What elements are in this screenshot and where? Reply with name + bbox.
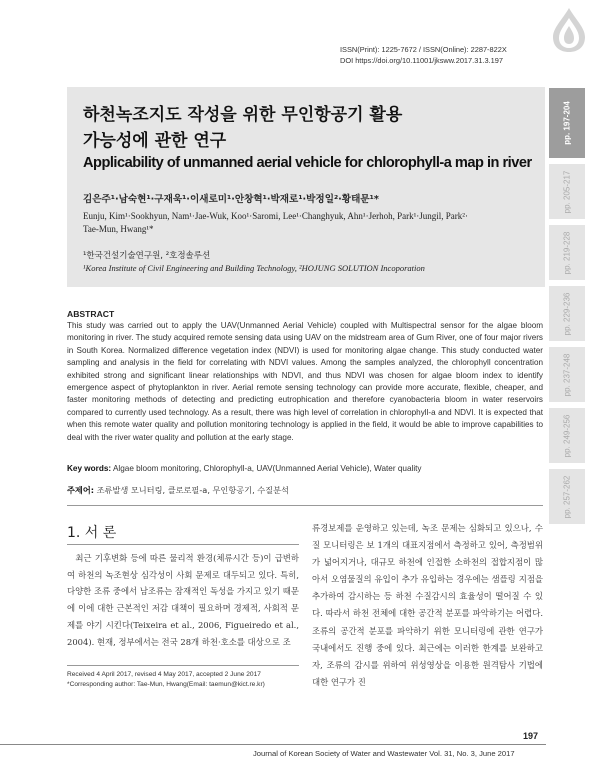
authors-english-line1: Eunju, Kim¹·Sookhyun, Nam¹·Jae-Wuk, Koo¹·Saromi, Lee¹·Changhyuk, Ahn¹·Jerhoh, Park¹·Jungil, Park²· [83, 211, 468, 221]
page-tab-219-228[interactable] [549, 225, 585, 280]
footnote-divider [67, 665, 299, 666]
authors-korean: 김은주¹·남숙현¹·구재욱¹·이새로미¹·안창혁¹·박재로¹·박정일²·황태문¹* [83, 194, 379, 205]
page-tab-label: pp. 257-262 [562, 475, 572, 518]
keywords-ko-values: 조류발생 모니터링, 클로로필-a, 무인항공기, 수질분석 [96, 485, 289, 495]
page-tab-229-236[interactable] [549, 286, 585, 341]
title-english: Applicability of unmanned aerial vehicle for chlorophyll-a map in river [83, 155, 532, 171]
page-tab-label: pp. 249-256 [562, 414, 572, 457]
section-heading-underline [67, 544, 299, 545]
authors-english-line2: Tae-Mun, Hwang¹* [83, 224, 154, 234]
section-divider [67, 505, 543, 506]
water-drop-logo-icon [548, 6, 590, 54]
page-tab-label: pp. 197-204 [562, 101, 572, 145]
section-heading-introduction: 1. 서 론 [67, 525, 117, 541]
keywords-korean [67, 485, 289, 496]
page-tab-label: pp. 229-236 [562, 292, 572, 335]
paragraph: 최근 기후변화 등에 따른 물리적 환경(체류시간 등)이 급변하여 하천의 녹조현상 심각성이 사회 문제로 대두되고 있다. 특히, 다양한 조류 중에서 남조류는 잠재적인 독성을 가지고 있기 때문에 이에 대한 근본적인 저감 대책이 필요하며 경제적, 사회적 문제를 야기 시킨다(Teixeira et al., 2006, Figueiredo et al., 2004). 현재, 정부에서는 전국 28개 하천·호소를 대상으로 조 [67, 553, 299, 647]
corresponding-author: *Corresponding author: Tae-Mun, Hwang(Email: taemun@kict.re.kr) [67, 680, 265, 688]
affiliation-korean: ¹한국건설기술연구원, ²호정솔루션 [83, 251, 211, 261]
page-tab-249-256[interactable] [549, 408, 585, 463]
page-tab-label: pp. 205-217 [562, 170, 572, 213]
issn-doi-block [340, 44, 507, 66]
keywords-values: Algae bloom monitoring, Chlorophyll-a, UAV(Unmanned Aerial Vehicle), Water quality [112, 464, 422, 473]
keywords-label: Key words: [67, 464, 112, 473]
abstract-text: This study was carried out to apply the UAV(Unmanned Aerial Vehicle) coupled with Multispectral sensor for the algae bloom monitoring in river. The study acquired remote sensing data using UAV on the midstream area of Gum River, one of four major rivers in South Korea. Normalized difference vegetation index (NDVI) is used for monitoring algae change. This study conducted water sampling and analysis in the field for correlating with NDVI values. Among the samples analyzed, the chlorophyll concentration exhibited strong and significant linear relationships with NDVI, and thus NDVI was chosen for algae bloom index to identify emergence aspect of phytoplankton in river. Aerial remote sensing technology can provide more accurate, flexible, cheaper, and faster monitoring methods of detecting and predicting eutrophication and therefore cyanobacteria bloom in water reservoirs compared to currently used technology. As a result, there was high level of correlation in chlorophyll-a and NDVI. It is expected that when this remote water quality and pollution monitoring technology is applied in the field, it would be able to improve capabilities to deal with the river water quality and pollution at the early stage. [67, 321, 543, 442]
page-number: 197 [523, 731, 539, 741]
footnote [67, 670, 265, 689]
page-range-tabs [549, 88, 585, 530]
journal-logo [548, 6, 590, 58]
issn-line: ISSN(Print): 1225-7672 / ISSN(Online): 2287-822X [340, 45, 507, 54]
authors-english [83, 210, 531, 236]
footer-divider [0, 744, 546, 745]
title-korean-line1: 하천녹조지도 작성을 위한 무인항공기 활용 [83, 105, 403, 125]
page-tab-197-204[interactable] [549, 88, 585, 158]
body-text-left-column [67, 550, 299, 650]
journal-footer: Journal of Korean Society of Water and Wastewater Vol. 31, No. 3, June 2017 [253, 749, 515, 758]
page-tab-237-248[interactable] [549, 347, 585, 402]
abstract-heading: ABSTRACT [67, 309, 115, 319]
page-tab-257-262[interactable] [549, 469, 585, 524]
page-tab-label: pp. 237-248 [562, 353, 572, 396]
doi-line: DOI https://doi.org/10.11001/jksww.2017.31.3.197 [340, 56, 503, 65]
body-text-right-column: 류경보제를 운영하고 있는데, 녹조 문제는 심화되고 있으나, 수질 모니터링은 보 1개의 대표지점에서 측정하고 있어, 측정범위가 넓어지거나, 대규모 하천에 인접한 소하천의 접합지점이 많아서 오염물질의 유입이 추가 유입하는 경우에는 샘플링 지점을 추가하여 감시하는 등 하천 수질감시의 효율성이 떨어질 수 있다. 따라서 하천 전체에 대한 공간적 분포를 파악하기는 어렵다. 조류의 공간적 분포를 파악하기 위한 모니터링에 관한 연구가 국내에서도 진행 중에 있다. 최근에는 이러한 한계를 보완하고자, 조류의 감시를 위하여 위성영상을 이용한 원격탐사 기법에 대한 연구가 진 [312, 523, 543, 687]
keywords-english [67, 464, 543, 473]
keywords-ko-label: 주제어: [67, 485, 95, 495]
affiliation-english: ¹Korea Institute of Civil Engineering and Building Technology, ²HOJUNG SOLUTION Incoporation [83, 263, 425, 273]
page-tab-label: pp. 219-228 [562, 231, 572, 274]
received-dates: Received 4 April 2017, revised 4 May 2017, accepted 2 June 2017 [67, 671, 261, 678]
title-korean-line2: 가능성에 관한 연구 [83, 131, 227, 151]
page-tab-205-217[interactable] [549, 164, 585, 219]
